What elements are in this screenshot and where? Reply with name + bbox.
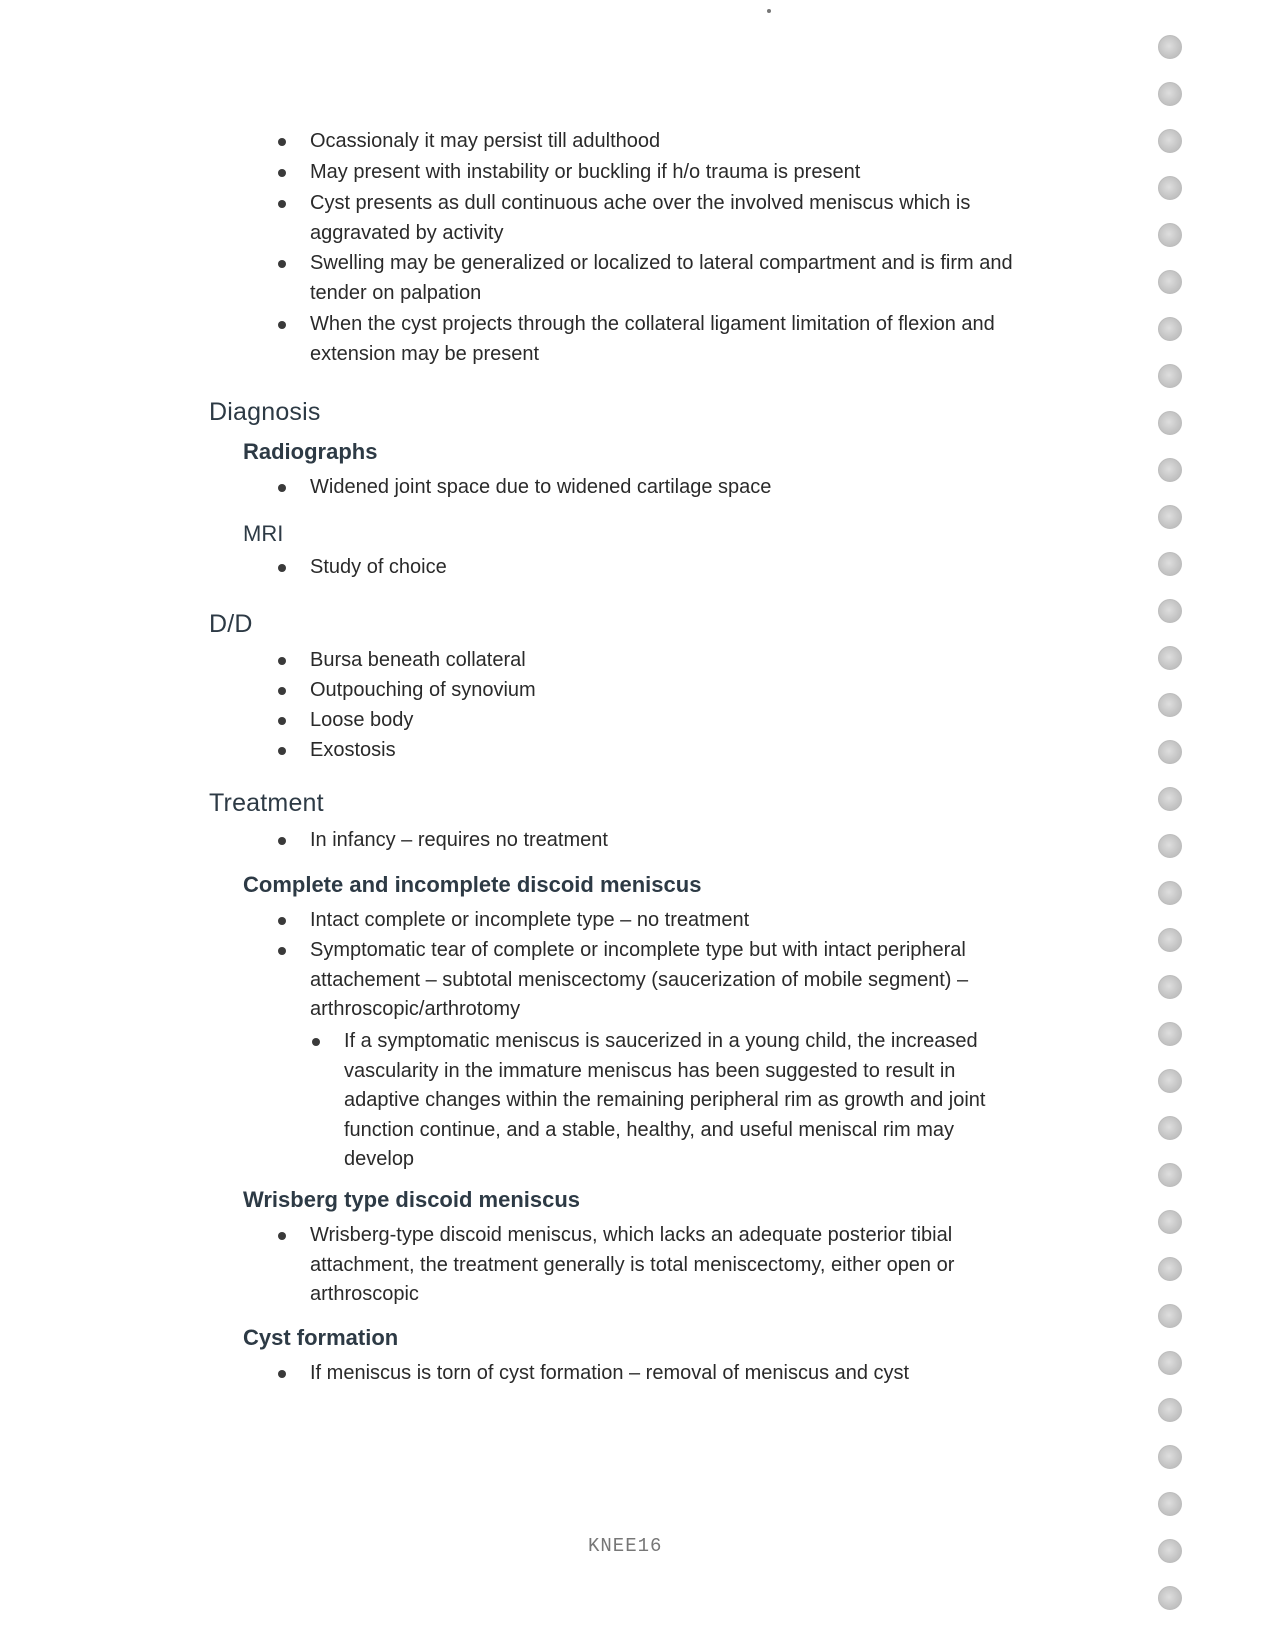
scan-speck bbox=[767, 9, 771, 13]
binder-hole-icon bbox=[1158, 646, 1182, 670]
binder-hole-icon bbox=[1158, 364, 1182, 388]
bullet-icon bbox=[278, 687, 286, 695]
bullet-icon bbox=[278, 837, 286, 845]
binder-hole-icon bbox=[1158, 1445, 1182, 1469]
binder-hole-icon bbox=[1158, 411, 1182, 435]
list-item: If meniscus is torn of cyst formation – removal of meniscus and cyst bbox=[310, 1362, 910, 1384]
subsection-title-wrisberg: Wrisberg type discoid meniscus bbox=[243, 1187, 581, 1212]
bullet-icon bbox=[278, 747, 286, 755]
sub-list-item: If a symptomatic meniscus is saucerized in a young child, the increased vascularity in the immature meniscus has been suggested to result in adaptive changes within the remaining peripheral rim as growth and joint function continue, and a stable, healthy, and useful meniscal rim may develop bbox=[344, 1030, 986, 1170]
bullet-icon bbox=[278, 1232, 286, 1240]
binder-hole-icon bbox=[1158, 599, 1182, 623]
binder-hole-icon bbox=[1158, 1116, 1182, 1140]
binder-holes bbox=[1158, 0, 1188, 1650]
list-item: Symptomatic tear of complete or incomplete type but with intact peripheral attachement – subtotal meniscectomy (saucerization of mobile segment) – arthroscopic/arthrotomy bbox=[310, 939, 969, 1020]
subsection-title-cyst-formation: Cyst formation bbox=[243, 1325, 399, 1350]
list-item: Exostosis bbox=[310, 739, 396, 761]
bullet-icon bbox=[278, 1370, 286, 1378]
section-title-diagnosis: Diagnosis bbox=[209, 398, 321, 426]
binder-hole-icon bbox=[1158, 1022, 1182, 1046]
bullet-icon bbox=[278, 200, 286, 208]
page-label: KNEE16 bbox=[588, 1535, 663, 1557]
binder-hole-icon bbox=[1158, 1210, 1182, 1234]
subsection-title-radiographs: Radiographs bbox=[243, 439, 378, 464]
section-title-dd: D/D bbox=[209, 610, 253, 638]
subsection-title-complete-incomplete: Complete and incomplete discoid meniscus bbox=[243, 872, 702, 897]
list-item: When the cyst projects through the collateral ligament limitation of flexion and extension may be present bbox=[310, 313, 995, 365]
bullet-icon bbox=[278, 138, 286, 146]
subsection-title-mri: MRI bbox=[243, 521, 284, 546]
list-item: Widened joint space due to widened cartilage space bbox=[310, 476, 772, 498]
list-item: Wrisberg-type discoid meniscus, which lacks an adequate posterior tibial attachment, the treatment generally is total meniscectomy, either open or arthroscopic bbox=[310, 1224, 955, 1305]
section-title-treatment: Treatment bbox=[209, 789, 324, 817]
bullet-icon bbox=[278, 917, 286, 925]
binder-hole-icon bbox=[1158, 1163, 1182, 1187]
list-item: Study of choice bbox=[310, 556, 447, 578]
binder-hole-icon bbox=[1158, 270, 1182, 294]
bullet-icon bbox=[278, 717, 286, 725]
bullet-icon bbox=[278, 947, 286, 955]
bullet-icon bbox=[278, 657, 286, 665]
list-item: Ocassionaly it may persist till adulthood bbox=[310, 130, 661, 152]
binder-hole-icon bbox=[1158, 1398, 1182, 1422]
bullet-icon bbox=[312, 1038, 320, 1046]
binder-hole-icon bbox=[1158, 176, 1182, 200]
binder-hole-icon bbox=[1158, 1069, 1182, 1093]
list-item: Loose body bbox=[310, 709, 414, 731]
binder-hole-icon bbox=[1158, 787, 1182, 811]
binder-hole-icon bbox=[1158, 1586, 1182, 1610]
binder-hole-icon bbox=[1158, 1257, 1182, 1281]
bullet-icon bbox=[278, 564, 286, 572]
bullet-icon bbox=[278, 260, 286, 268]
list-item: Outpouching of synovium bbox=[310, 679, 536, 701]
bullet-icon bbox=[278, 484, 286, 492]
list-item: Intact complete or incomplete type – no treatment bbox=[310, 909, 750, 931]
binder-hole-icon bbox=[1158, 928, 1182, 952]
binder-hole-icon bbox=[1158, 82, 1182, 106]
binder-hole-icon bbox=[1158, 975, 1182, 999]
list-item: Bursa beneath collateral bbox=[310, 649, 526, 671]
bullet-icon bbox=[278, 321, 286, 329]
list-item: Cyst presents as dull continuous ache over the involved meniscus which is aggravated by activity bbox=[310, 192, 971, 244]
binder-hole-icon bbox=[1158, 693, 1182, 717]
binder-hole-icon bbox=[1158, 129, 1182, 153]
binder-hole-icon bbox=[1158, 834, 1182, 858]
binder-hole-icon bbox=[1158, 1304, 1182, 1328]
list-item: In infancy – requires no treatment bbox=[310, 829, 608, 851]
binder-hole-icon bbox=[1158, 1351, 1182, 1375]
binder-hole-icon bbox=[1158, 505, 1182, 529]
binder-hole-icon bbox=[1158, 223, 1182, 247]
binder-hole-icon bbox=[1158, 35, 1182, 59]
binder-hole-icon bbox=[1158, 317, 1182, 341]
bullet-icon bbox=[278, 169, 286, 177]
binder-hole-icon bbox=[1158, 552, 1182, 576]
binder-hole-icon bbox=[1158, 458, 1182, 482]
list-item: May present with instability or buckling if h/o trauma is present bbox=[310, 161, 861, 183]
binder-hole-icon bbox=[1158, 740, 1182, 764]
binder-hole-icon bbox=[1158, 881, 1182, 905]
list-item: Swelling may be generalized or localized to lateral compartment and is firm and tender on palpation bbox=[310, 252, 1013, 304]
binder-hole-icon bbox=[1158, 1492, 1182, 1516]
binder-hole-icon bbox=[1158, 1539, 1182, 1563]
